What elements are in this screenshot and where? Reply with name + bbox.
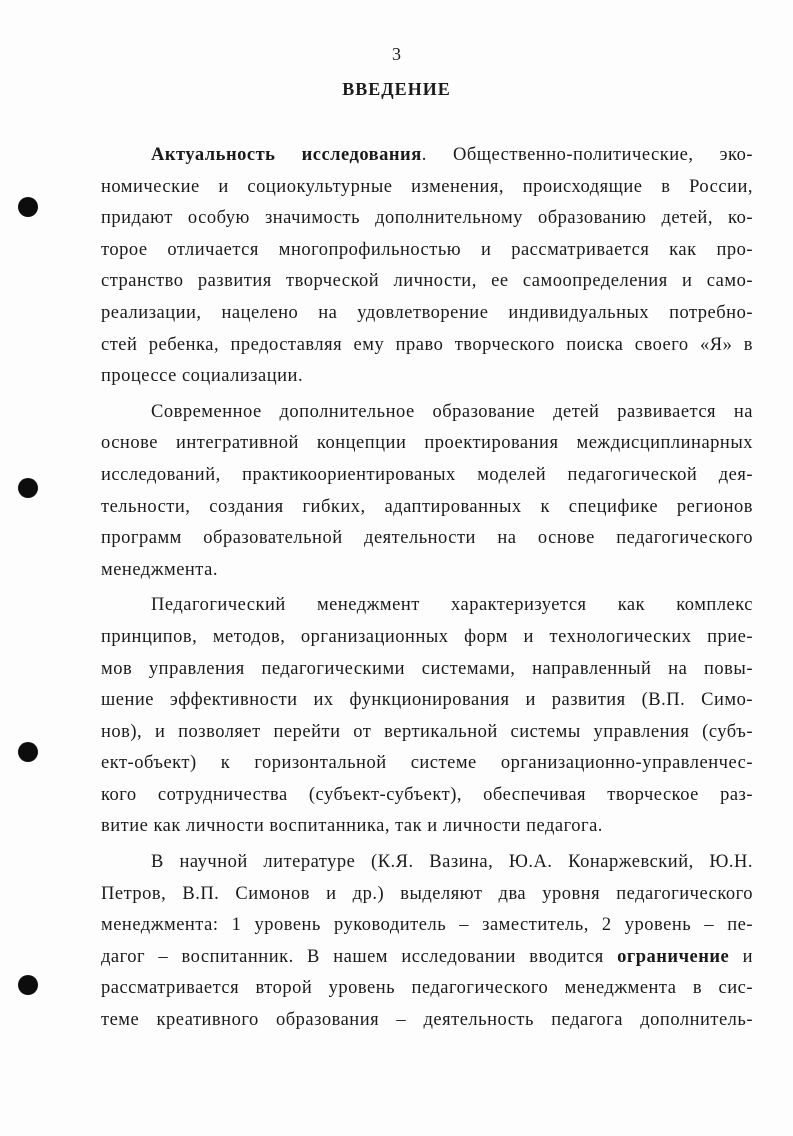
text-line: основе интегративной концепции проектирования междисциплинарных <box>101 433 753 454</box>
page-title: ВВЕДЕНИЕ <box>342 79 451 99</box>
emphasis-term: ограничение <box>617 946 730 967</box>
text-line: рассматривается второй уровень педагогического менеджмента в сис- <box>101 978 753 999</box>
text-line: программ образовательной деятельности на основе педагогического <box>101 528 753 549</box>
text-line: тельности, создания гибких, адаптированных к специфике регионов <box>101 496 753 517</box>
punch-hole <box>18 197 38 217</box>
text-line: витие как личности воспитанника, так и личности педагога. <box>101 816 603 837</box>
text-line: номические и социокультурные изменения, происходящие в России, <box>101 176 753 197</box>
text-line: Современное дополнительное образование детей развивается на <box>151 401 753 422</box>
text-line: менеджмента. <box>101 559 218 580</box>
text-line: исследований, практикоориентированых моделей педагогической дея- <box>101 464 753 485</box>
punch-hole <box>18 478 38 498</box>
text-line: теме креативного образования – деятельность педагога дополнитель- <box>101 1010 753 1031</box>
text-line: торое отличается многопрофильностью и рассматривается как про- <box>101 239 753 260</box>
text-line: дагог – воспитанник. В нашем исследовании вводится ограничение и <box>101 946 753 967</box>
punch-hole <box>18 742 38 762</box>
text-line: процессе социализации. <box>101 366 304 387</box>
text-line: шение эффективности их функционирования и развития (В.П. Симо- <box>101 690 753 711</box>
text-line: мов управления педагогическими системами, направленный на повы- <box>101 658 753 679</box>
text-line: Актуальность исследования. Общественно-политические, эко- <box>151 145 753 165</box>
text-line: странство развития творческой личности, ее самоопределения и само- <box>101 271 753 292</box>
text-line: В научной литературе (К.Я. Вазина, Ю.А. Конаржевский, Ю.Н. <box>151 852 753 873</box>
section-lead: Актуальность исследования <box>151 145 422 165</box>
text-line: Петров, В.П. Симонов и др.) выделяют два уровня педагогического <box>101 883 753 904</box>
text-line: менеджмента: 1 уровень руководитель – заместитель, 2 уровень – пе- <box>101 915 753 936</box>
text-line: кого сотрудничества (субъект-субъект), обеспечивая творческое раз- <box>101 784 753 805</box>
punch-hole <box>18 975 38 995</box>
text-line: принципов, методов, организационных форм и технологических прие- <box>101 626 753 647</box>
text-line: реализации, нацелено на удовлетворение индивидуальных потребно- <box>101 302 753 323</box>
text-line: стей ребенка, предоставляя ему право творческого поиска своего «Я» в <box>101 334 753 355</box>
text-line: ект-объект) к горизонтальной системе организационно-управленчес- <box>101 753 753 774</box>
text-line: нов), и позволяет перейти от вертикальной системы управления (субъ- <box>101 721 753 742</box>
page-number: 3 <box>392 44 401 64</box>
body-text <box>101 140 753 1037</box>
text-line: придают особую значимость дополнительному образованию детей, ко- <box>101 208 753 229</box>
text-line: Педагогический менеджмент характеризуется как комплекс <box>151 595 753 616</box>
